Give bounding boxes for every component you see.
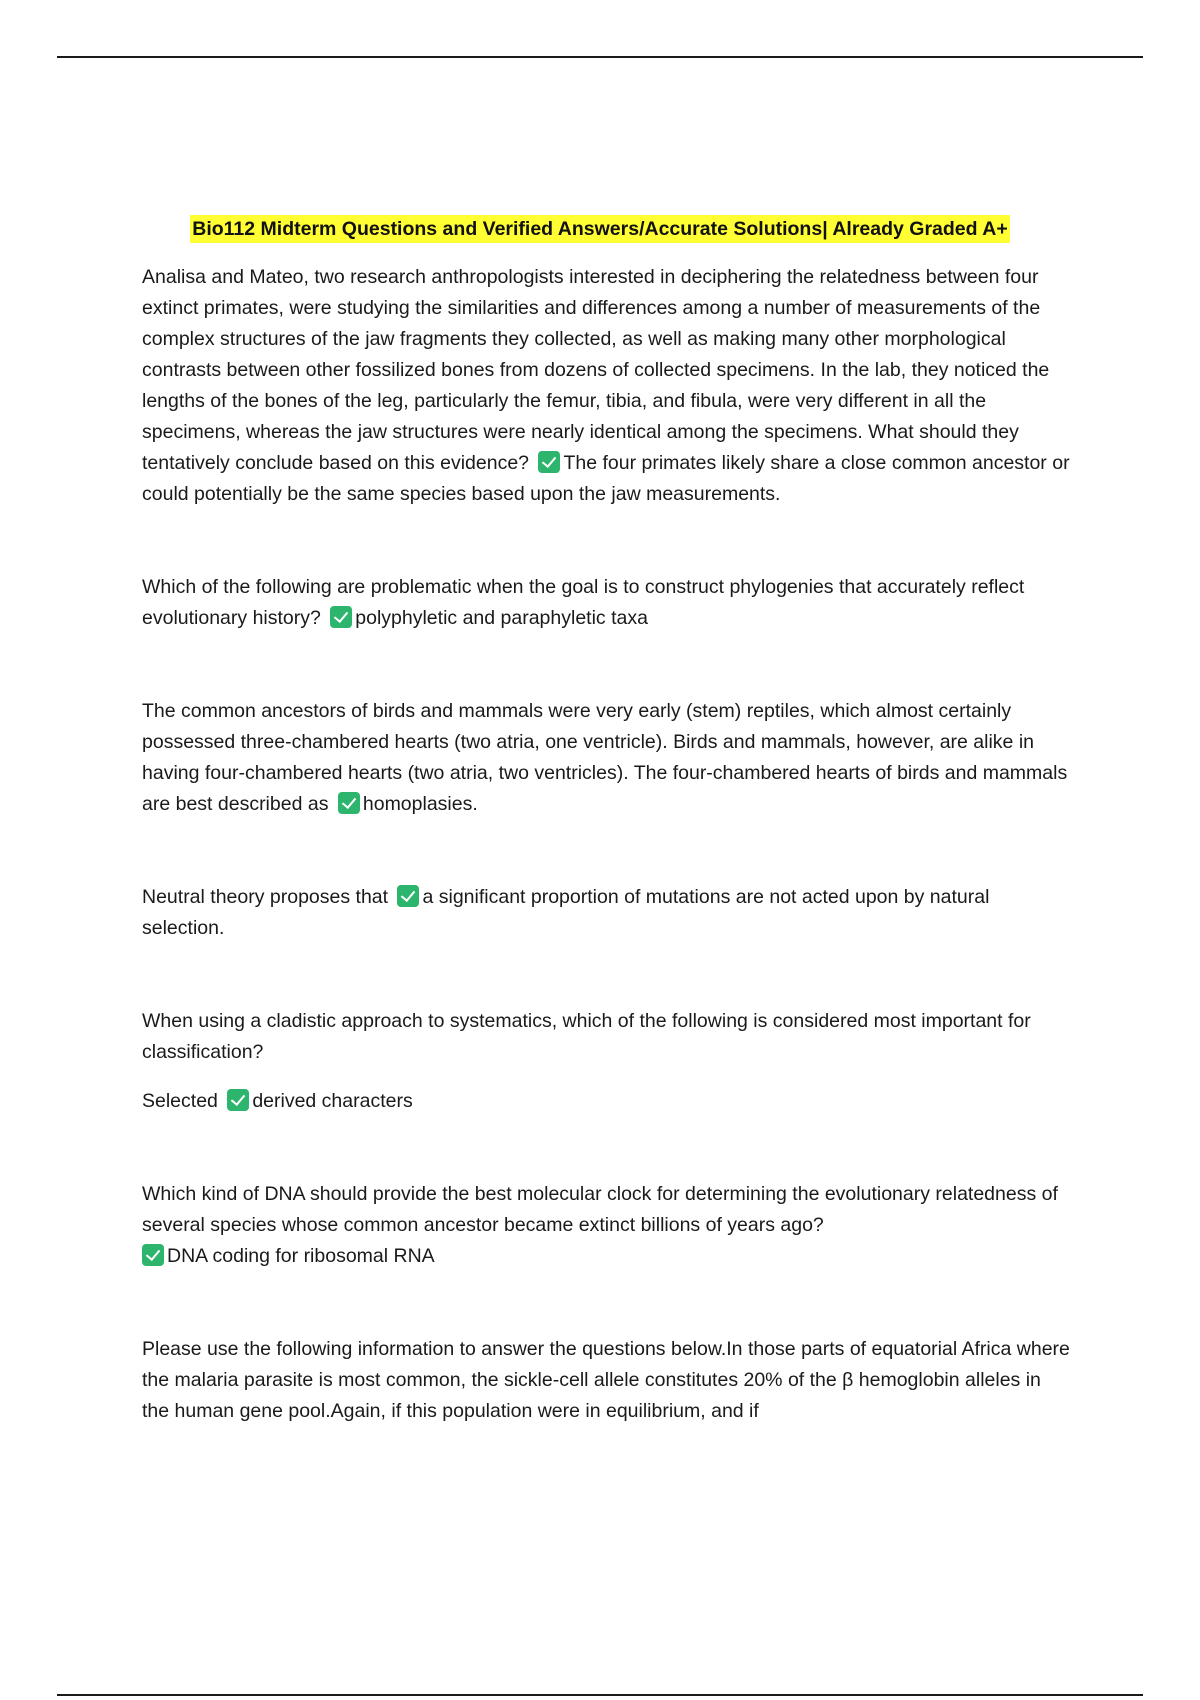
- document-body: [142, 262, 1072, 1427]
- qa-item-6: [142, 1179, 1072, 1272]
- top-rule: [57, 56, 1143, 58]
- qa-item-2: [142, 572, 1072, 634]
- qa-item-5-answer: [142, 1086, 1072, 1117]
- answer-text: derived characters: [252, 1090, 413, 1112]
- check-mark-icon: [538, 451, 560, 473]
- document-title: Bio112 Midterm Questions and Verified Answers/Accurate Solutions| Already Graded A+: [190, 215, 1009, 243]
- qa-item-3: [142, 696, 1072, 820]
- bottom-rule: [57, 1694, 1143, 1696]
- qa-item-5: [142, 1006, 1072, 1068]
- answer-prefix: Selected: [142, 1090, 218, 1112]
- check-mark-icon: [330, 606, 352, 628]
- question-text: Neutral theory proposes that: [142, 886, 389, 908]
- qa-item-1: [142, 262, 1072, 510]
- question-text: Analisa and Mateo, two research anthropologists interested in deciphering the relatedness between four extinct primates, were studying the similarities and differences among a number of measurements of the complex structures of the jaw fragments they collected, as well as making many other morphological contrasts between other fossilized bones from dozens of collected specimens. In the lab, they noticed the lengths of the bones of the leg, particularly the femur, tibia, and fibula, were very different in all the specimens, whereas the jaw structures were nearly identical among the specimens. What should they tentatively conclude based on this evidence?: [142, 266, 1050, 474]
- question-text: Which kind of DNA should provide the best molecular clock for determining the evolutionary relatedness of several species whose common ancestor became extinct billions of years ago?: [142, 1183, 1058, 1236]
- question-text: The common ancestors of birds and mammals were very early (stem) reptiles, which almost certainly possessed three-chambered hearts (two atria, one ventricle). Birds and mammals, however, are alike in having four-chambered hearts (two atria, two ventricles). The four-chambered hearts of birds and mammals are best described as: [142, 700, 1068, 815]
- check-mark-icon: [338, 792, 360, 814]
- qa-item-4: [142, 882, 1072, 944]
- answer-text: homoplasies.: [362, 793, 478, 815]
- check-mark-icon: [227, 1089, 249, 1111]
- answer-text: a significant proportion of mutations are not acted upon by natural selection.: [142, 886, 990, 939]
- question-text: Which of the following are problematic when the goal is to construct phylogenies that accurately reflect evolutionary history?: [142, 576, 1025, 629]
- check-mark-icon: [397, 885, 419, 907]
- question-text: When using a cladistic approach to systematics, which of the following is considered most important for classification?: [142, 1010, 1031, 1063]
- closing-paragraph: Please use the following information to answer the questions below.In those parts of equatorial Africa where the malaria parasite is most common, the sickle-cell allele constitutes 20% of the β hemoglobin alleles in the human gene pool.Again, if this population were in equilibrium, and if: [142, 1338, 1070, 1422]
- title-wrap: [0, 215, 1200, 243]
- answer-text: polyphyletic and paraphyletic taxa: [355, 607, 648, 629]
- answer-text: The four primates likely share a close common ancestor or could potentially be the same species based upon the jaw measurements.: [142, 452, 1070, 505]
- answer-text: DNA coding for ribosomal RNA: [167, 1245, 435, 1267]
- check-mark-icon: [142, 1244, 164, 1266]
